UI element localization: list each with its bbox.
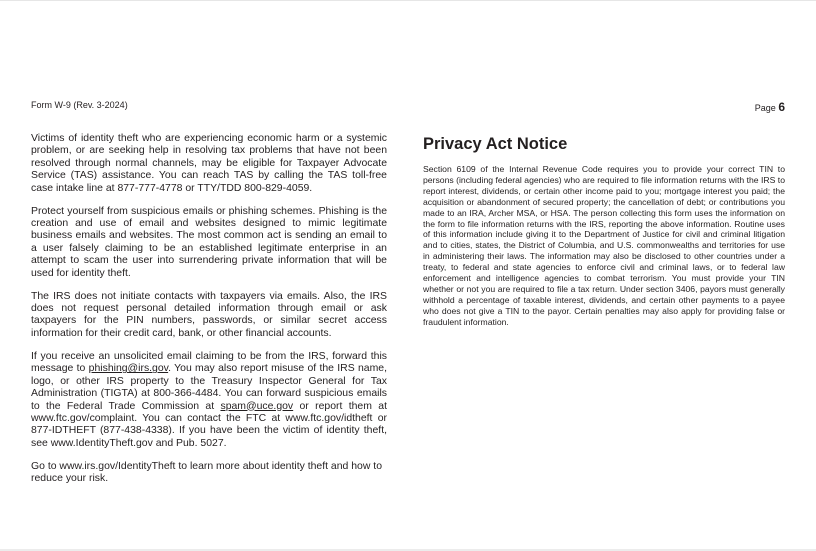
page-label: Page [754,103,776,113]
report-text-3: or report them at www.ftc.gov/complaint. You can contact the FTC at www.ftc.gov/idtheft or 877-IDTHEFT (877-438-4338). If you have been the victim of identity theft, see www.IdentityTheft.gov and Pub. 5027. [31,400,387,449]
tas-paragraph: Victims of identity theft who are experiencing economic harm or a systemic problem, or are seeking help in resolving tax problems that have not been resolved through normal channels, may be eligible for Taxpayer Advocate Service (TAS) assistance. You can reach TAS by calling the TAS toll-free case intake line at 877-777-4778 or TTY/TDD 800-829-4059. [31,133,387,194]
page-number: 6 [778,100,785,114]
identity-theft-resources-paragraph: Go to www.irs.gov/IdentityTheft to learn more about identity theft and how to reduce your risk. [31,460,383,485]
privacy-act-heading: Privacy Act Notice [423,135,568,153]
right-column [423,133,785,328]
phishing-paragraph: Protect yourself from suspicious emails or phishing schemes. Phishing is the creation and use of email and websites designed to mimic legitimate business emails and websites. The most common act is sending an email to a user falsely claiming to be an established legitimate enterprise in an attempt to scam the user into surrendering private information that will be used for identity theft. [31,205,387,279]
report-phishing-paragraph [31,351,387,450]
privacy-act-body: Section 6109 of the Internal Revenue Code requires you to provide your correct TIN to persons (including federal agencies) who are required to file information returns with the IRS to report interest, dividends, or certain other income paid to you; mortgage interest you paid; the acquisition or abandonment of secured property; the cancellation of debt; or contributions you made to an IRA, Archer MSA, or HSA. The person collecting this form uses the information on the form to file information returns with the IRS, reporting the above information. Routine uses of this information include giving it to the Department of Justice for civil and criminal litigation and to cities, states, the District of Columbia, and U.S. commonwealths and territories for use in administering their laws. The information may also be disclosed to other countries under a treaty, to federal and state agencies to enforce civil and criminal laws, or to federal law enforcement and intelligence agencies to combat terrorism. You must provide your TIN whether or not you are required to file a tax return. Under section 3406, payors must generally withhold a percentage of taxable interest, dividends, and certain other payments to a payee who does not give a TIN to the payor. Certain penalties may also apply for providing false or fraudulent information. [423,164,785,327]
page-indicator [755,100,785,115]
report-text-2: . You may also report misuse of the IRS name, logo, or other IRS property to the Treasury Inspector General for Tax Administration (TIGTA) at 800-366-4484. You can forward suspicious emails to the Federal Trade Commission at [31,363,387,412]
report-text-1: If you receive an unsolicited email claiming to be from the IRS, forward this message to [31,350,387,375]
page-top-border [0,0,816,1]
form-identifier: Form W-9 (Rev. 3-2024) [31,100,128,110]
irs-contact-paragraph: The IRS does not initiate contacts with taxpayers via emails. Also, the IRS does not request personal detailed information through email or ask taxpayers for the PIN numbers, passwords, or similar secret access information for their credit card, bank, or other financial accounts. [31,290,387,339]
left-column [31,133,387,496]
spam-email-link[interactable]: spam@uce.gov [220,400,294,412]
phishing-email-link[interactable]: phishing@irs.gov [88,363,169,375]
